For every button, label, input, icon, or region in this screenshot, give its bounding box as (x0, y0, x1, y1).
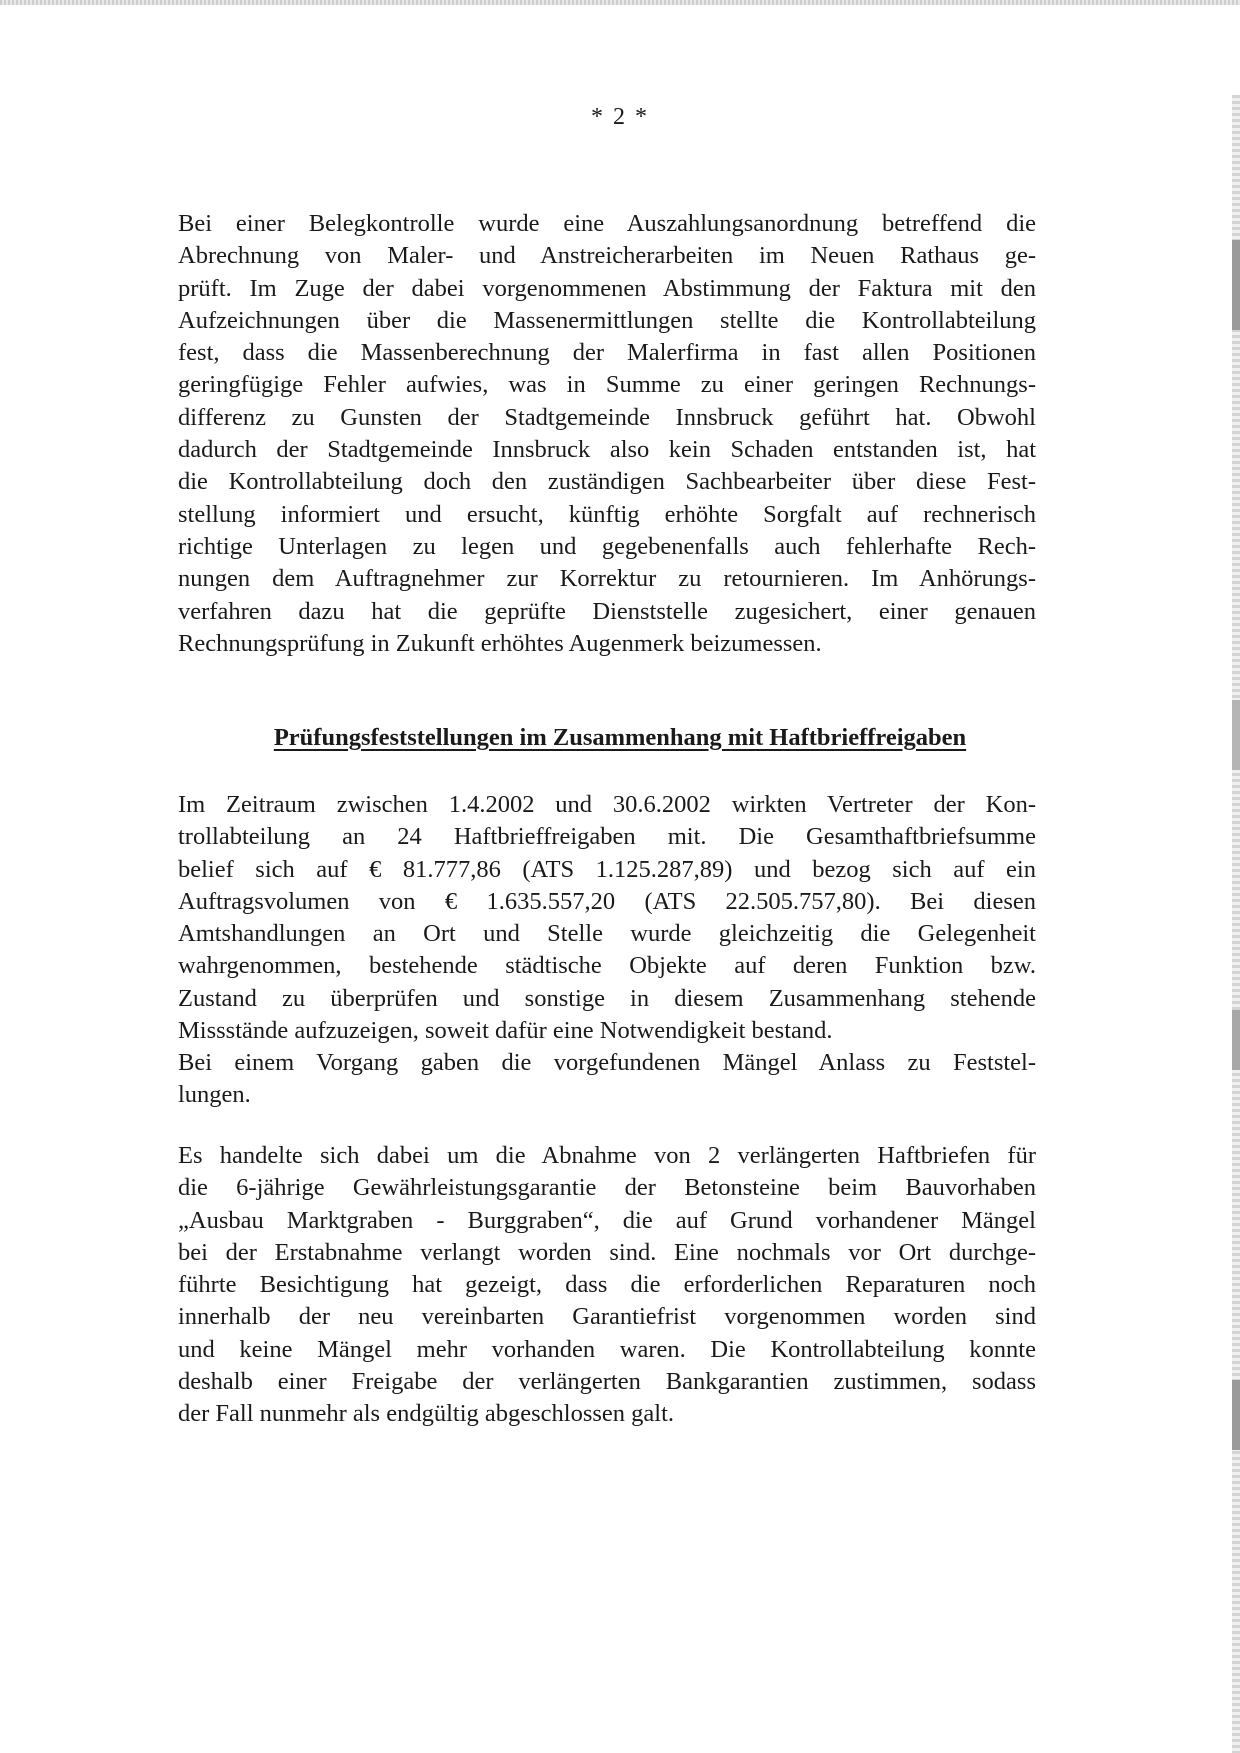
paragraph-second (178, 789, 1036, 1047)
text-line: nungen dem Auftragnehmer zur Korrektur zu retournieren. Im Anhörungs- (178, 565, 1036, 593)
paragraph-fourth (178, 1140, 1036, 1431)
text-line: wahrgenommen, bestehende städtische Objekte auf deren Funktion bzw. (178, 952, 1036, 980)
text-line: dadurch der Stadtgemeinde Innsbruck also kein Schaden entstanden ist, hat (178, 436, 1036, 464)
text-line: differenz zu Gunsten der Stadtgemeinde Innsbruck geführt hat. Obwohl (178, 403, 1036, 431)
text-line: verfahren dazu hat die geprüfte Dienststelle zugesichert, einer genauen (178, 597, 1036, 625)
text-line: die 6-jährige Gewährleistungsgarantie der Betonsteine beim Bauvorhaben (178, 1174, 1036, 1202)
text-line: deshalb einer Freigabe der verlängerten Bankgarantien zustimmen, sodass (178, 1368, 1036, 1396)
scan-mark (1232, 240, 1240, 330)
scan-mark (1232, 1380, 1240, 1450)
text-line: Zustand zu überprüfen und sonstige in diesem Zusammenhang stehende (178, 984, 1036, 1012)
text-line: richtige Unterlagen zu legen und gegebenenfalls auch fehlerhafte Rech- (178, 532, 1036, 560)
text-line: Missstände aufzuzeigen, soweit dafür eine Notwendigkeit bestand. (178, 1017, 833, 1045)
text-line: die Kontrollabteilung doch den zuständigen Sachbearbeiter über diese Fest- (178, 468, 1036, 496)
paragraph-intro (178, 208, 1036, 660)
text-line: lungen. (178, 1081, 251, 1109)
text-line: Amtshandlungen an Ort und Stelle wurde gleichzeitig die Gelegenheit (178, 920, 1036, 948)
text-line: Bei einem Vorgang gaben die vorgefundenen Mängel Anlass zu Feststel- (178, 1049, 1036, 1076)
text-line: der Fall nunmehr als endgültig abgeschlossen galt. (178, 1400, 675, 1428)
text-line: stellung informiert und ersucht, künftig erhöhte Sorgfalt auf rechnerisch (178, 500, 1036, 528)
text-line: prüft. Im Zuge der dabei vorgenommenen Abstimmung der Faktura mit den (178, 274, 1036, 302)
text-line: Aufzeichnungen über die Massenermittlungen stellte die Kontrollabteilung (178, 306, 1036, 334)
scan-edge-top (0, 0, 1240, 5)
text-line: geringfügige Fehler aufwies, was in Summe zu einer geringen Rechnungs- (178, 371, 1036, 399)
scan-mark (1232, 1010, 1240, 1070)
scan-edge-right (1232, 95, 1240, 1753)
text-line: Bei einer Belegkontrolle wurde eine Auszahlungsanordnung betreffend die (178, 210, 1036, 237)
page-number: * 2 * (591, 104, 649, 130)
text-line: Abrechnung von Maler- und Anstreicherarbeiten im Neuen Rathaus ge- (178, 242, 1036, 270)
text-line: belief sich auf € 81.777,86 (ATS 1.125.287,89) und bezog sich auf ein (178, 855, 1036, 883)
text-line: innerhalb der neu vereinbarten Garantiefrist vorgenommen worden sind (178, 1303, 1036, 1331)
section-heading: Prüfungsfeststellungen im Zusammenhang mit Haftbrieffreigaben (273, 724, 967, 751)
text-line: Im Zeitraum zwischen 1.4.2002 und 30.6.2002 wirkten Vertreter der Kon- (178, 791, 1036, 818)
text-line: und keine Mängel mehr vorhanden waren. Die Kontrollabteilung konnte (178, 1335, 1036, 1363)
text-line: führte Besichtigung hat gezeigt, dass die erforderlichen Reparaturen noch (178, 1271, 1036, 1299)
text-line: Rechnungsprüfung in Zukunft erhöhtes Augenmerk beizumessen. (178, 629, 822, 657)
text-line: trollabteilung an 24 Haftbrieffreigaben mit. Die Gesamthaftbriefsumme (178, 823, 1036, 851)
text-line: Auftragsvolumen von € 1.635.557,20 (ATS 22.505.757,80). Bei diesen (178, 887, 1036, 915)
paragraph-third (178, 1047, 1036, 1112)
text-line: „Ausbau Marktgraben - Burggraben“, die auf Grund vorhandener Mängel (178, 1206, 1036, 1234)
text-line: Es handelte sich dabei um die Abnahme von 2 verlängerten Haftbriefen für (178, 1142, 1036, 1169)
text-line: fest, dass die Massenberechnung der Malerfirma in fast allen Positionen (178, 339, 1036, 367)
text-line: bei der Erstabnahme verlangt worden sind. Eine nochmals vor Ort durchge- (178, 1238, 1036, 1266)
